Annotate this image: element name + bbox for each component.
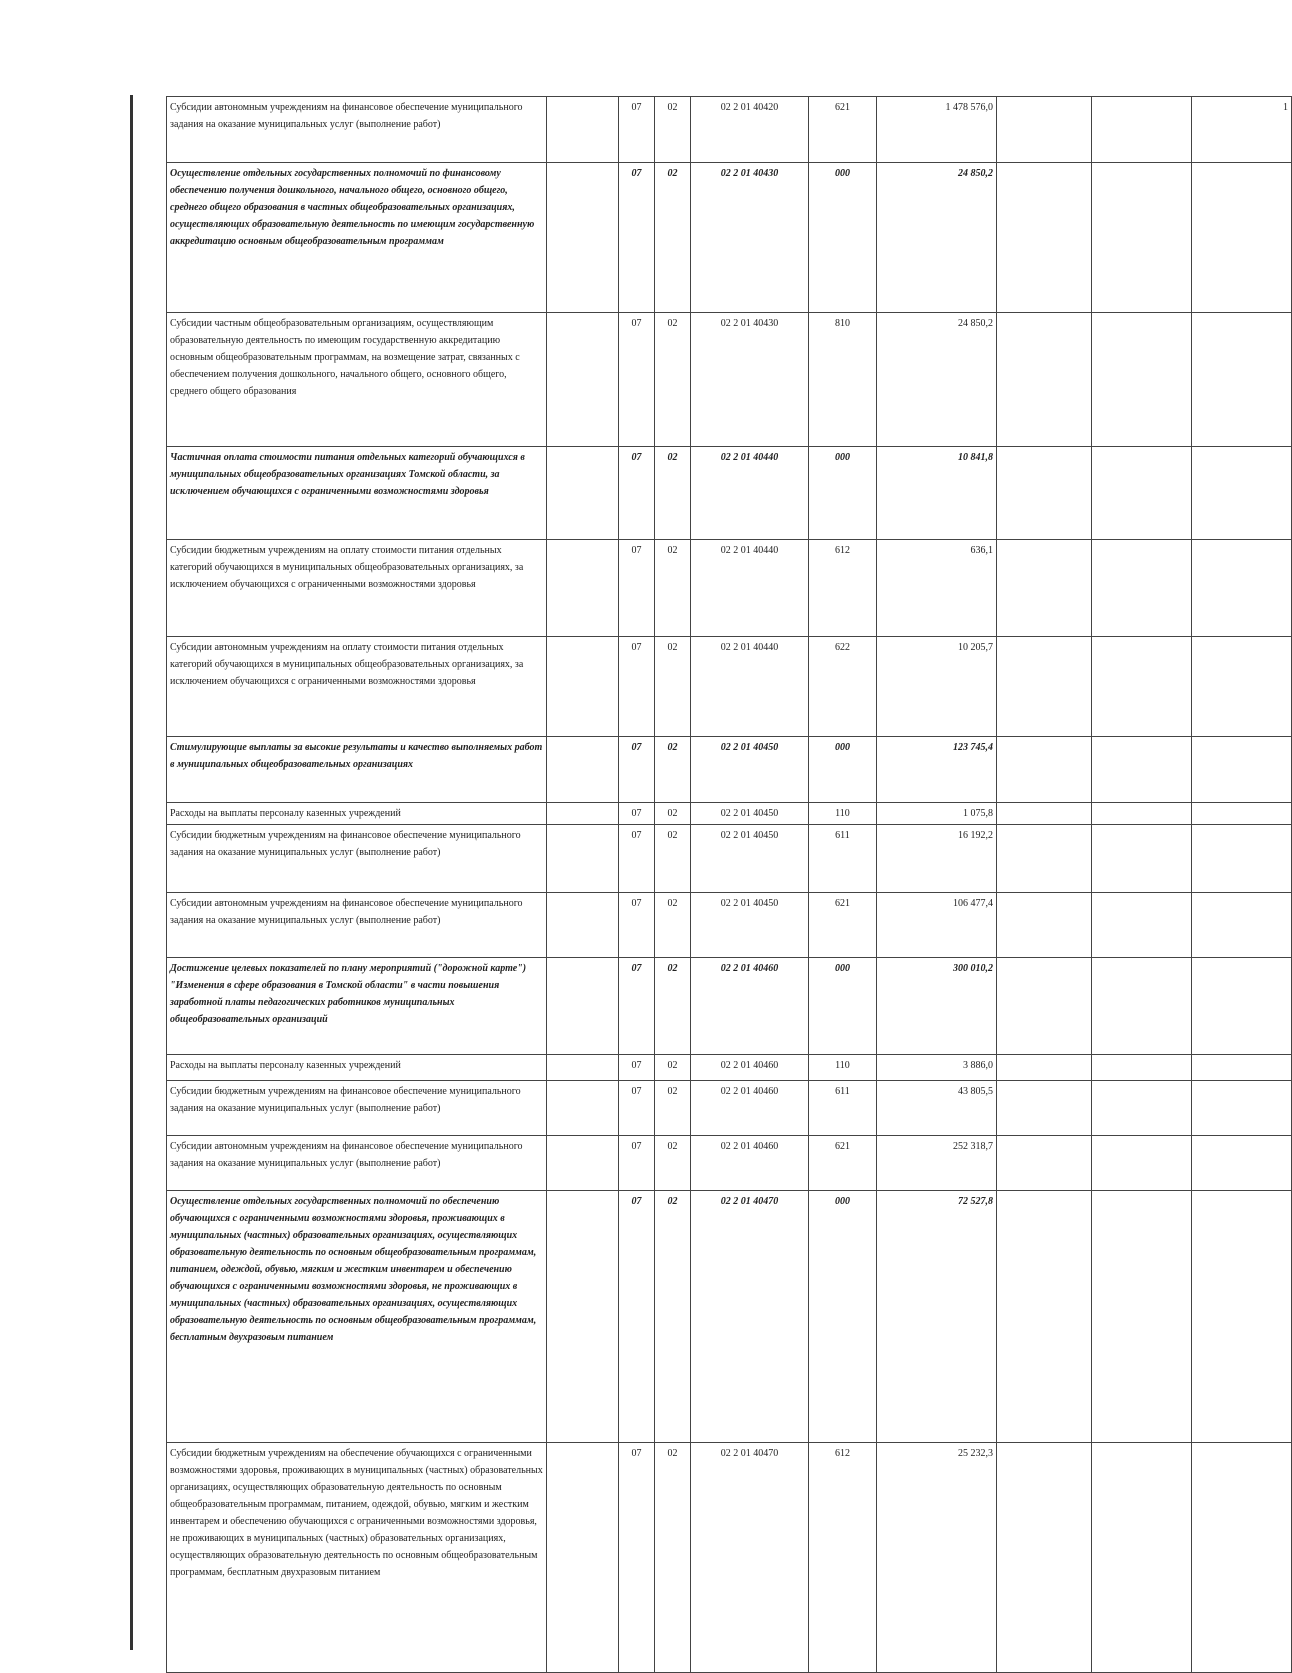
row-section-code: 07 <box>619 540 655 637</box>
empty-cell <box>1092 1136 1192 1191</box>
row-subsection-code: 02 <box>655 1191 691 1443</box>
table-row <box>167 1136 1292 1191</box>
row-expense-type: 621 <box>809 97 877 163</box>
row-description: Субсидии бюджетным учреждениям на обеспечение обучающихся с ограниченными возможностями здоровья, проживающих в муниципальных (частных) образовательных организациях, осуществляющих образовательную деятельность по основным общеобразовательным программам, питанием, одеждой, обувью, мягким и жестким инвентарем и обеспечению обучающихся с ограниченными возможностями здоровья, не проживающих в муниципальных (частных) образовательных организациях, осуществляющих образовательную деятельность по основным общеобразовательным программам, бесплатным двухразовым питанием <box>167 1443 547 1673</box>
row-section-code: 07 <box>619 1191 655 1443</box>
row-section-code: 07 <box>619 97 655 163</box>
row-subsection-code: 02 <box>655 1443 691 1673</box>
table-row <box>167 893 1292 958</box>
row-amount: 252 318,7 <box>877 1136 997 1191</box>
table-row <box>167 803 1292 825</box>
row-section-code: 07 <box>619 1055 655 1081</box>
row-section-code: 07 <box>619 1136 655 1191</box>
row-subsection-code: 02 <box>655 893 691 958</box>
row-next-column-value <box>1192 447 1292 540</box>
empty-cell <box>547 313 619 447</box>
empty-cell <box>547 97 619 163</box>
empty-cell <box>1092 803 1192 825</box>
row-amount: 16 192,2 <box>877 825 997 893</box>
row-expense-type: 000 <box>809 447 877 540</box>
row-next-column-value <box>1192 893 1292 958</box>
row-target-code: 02 2 01 40440 <box>691 447 809 540</box>
table-row <box>167 447 1292 540</box>
row-amount: 10 841,8 <box>877 447 997 540</box>
left-margin-rule <box>130 95 133 1650</box>
row-amount: 43 805,5 <box>877 1081 997 1136</box>
empty-cell <box>997 1191 1092 1443</box>
empty-cell <box>547 803 619 825</box>
empty-cell <box>997 1443 1092 1673</box>
table-row <box>167 313 1292 447</box>
empty-cell <box>997 1081 1092 1136</box>
empty-cell <box>1092 313 1192 447</box>
row-description: Расходы на выплаты персоналу казенных учреждений <box>167 1055 547 1081</box>
row-description: Субсидии автономным учреждениям на оплату стоимости питания отдельных категорий обучающихся в муниципальных общеобразовательных организациях, за исключением обучающихся с ограниченными возможностями здоровья <box>167 637 547 737</box>
row-next-column-value <box>1192 637 1292 737</box>
row-next-column-value <box>1192 1081 1292 1136</box>
row-description: Субсидии автономным учреждениям на финансовое обеспечение муниципального задания на оказание муниципальных услуг (выполнение работ) <box>167 1136 547 1191</box>
budget-table-body <box>167 97 1292 1673</box>
row-amount: 300 010,2 <box>877 958 997 1055</box>
row-description: Субсидии частным общеобразовательным организациям, осуществляющим образовательную деятельность по имеющим государственную аккредитацию основным общеобразовательным программам, на возмещение затрат, связанных с обеспечением получения дошкольного, начального общего, основного общего, среднего общего образования <box>167 313 547 447</box>
empty-cell <box>547 447 619 540</box>
empty-cell <box>1092 1443 1192 1673</box>
table-row <box>167 540 1292 637</box>
empty-cell <box>1092 447 1192 540</box>
row-target-code: 02 2 01 40460 <box>691 1055 809 1081</box>
row-description: Субсидии бюджетным учреждениям на финансовое обеспечение муниципального задания на оказание муниципальных услуг (выполнение работ) <box>167 825 547 893</box>
row-subsection-code: 02 <box>655 447 691 540</box>
row-section-code: 07 <box>619 893 655 958</box>
row-expense-type: 621 <box>809 1136 877 1191</box>
row-next-column-value <box>1192 958 1292 1055</box>
row-description: Частичная оплата стоимости питания отдельных категорий обучающихся в муниципальных общеобразовательных организациях Томской области, за исключением обучающихся с ограниченными возможностями здоровья <box>167 447 547 540</box>
empty-cell <box>1092 1055 1192 1081</box>
empty-cell <box>997 737 1092 803</box>
empty-cell <box>547 1136 619 1191</box>
row-next-column-value <box>1192 737 1292 803</box>
row-amount: 1 075,8 <box>877 803 997 825</box>
row-target-code: 02 2 01 40460 <box>691 1081 809 1136</box>
row-amount: 10 205,7 <box>877 637 997 737</box>
table-row <box>167 97 1292 163</box>
row-amount: 1 478 576,0 <box>877 97 997 163</box>
row-target-code: 02 2 01 40470 <box>691 1443 809 1673</box>
empty-cell <box>997 97 1092 163</box>
budget-table <box>166 96 1292 1673</box>
row-expense-type: 612 <box>809 540 877 637</box>
row-expense-type: 000 <box>809 1191 877 1443</box>
row-amount: 24 850,2 <box>877 163 997 313</box>
empty-cell <box>547 825 619 893</box>
empty-cell <box>997 637 1092 737</box>
empty-cell <box>547 958 619 1055</box>
empty-cell <box>997 163 1092 313</box>
empty-cell <box>547 1055 619 1081</box>
table-row <box>167 163 1292 313</box>
row-target-code: 02 2 01 40460 <box>691 1136 809 1191</box>
row-next-column-value <box>1192 1191 1292 1443</box>
row-expense-type: 110 <box>809 1055 877 1081</box>
row-description: Субсидии автономным учреждениям на финансовое обеспечение муниципального задания на оказание муниципальных услуг (выполнение работ) <box>167 97 547 163</box>
row-section-code: 07 <box>619 163 655 313</box>
row-target-code: 02 2 01 40470 <box>691 1191 809 1443</box>
empty-cell <box>547 163 619 313</box>
table-row <box>167 825 1292 893</box>
empty-cell <box>1092 737 1192 803</box>
row-next-column-value <box>1192 803 1292 825</box>
empty-cell <box>1092 540 1192 637</box>
row-target-code: 02 2 01 40430 <box>691 313 809 447</box>
row-section-code: 07 <box>619 1081 655 1136</box>
empty-cell <box>547 737 619 803</box>
row-target-code: 02 2 01 40460 <box>691 958 809 1055</box>
row-amount: 636,1 <box>877 540 997 637</box>
row-target-code: 02 2 01 40450 <box>691 737 809 803</box>
row-expense-type: 000 <box>809 958 877 1055</box>
row-section-code: 07 <box>619 447 655 540</box>
row-description: Расходы на выплаты персоналу казенных учреждений <box>167 803 547 825</box>
empty-cell <box>997 893 1092 958</box>
empty-cell <box>997 1055 1092 1081</box>
row-expense-type: 810 <box>809 313 877 447</box>
row-subsection-code: 02 <box>655 737 691 803</box>
row-target-code: 02 2 01 40450 <box>691 825 809 893</box>
empty-cell <box>1092 825 1192 893</box>
table-row <box>167 637 1292 737</box>
row-amount: 3 886,0 <box>877 1055 997 1081</box>
row-description: Осуществление отдельных государственных полномочий по обеспечению обучающихся с ограниченными возможностями здоровья, проживающих в муниципальных (частных) образовательных организациях, осуществляющих образовательную деятельность по основным общеобразовательным программам, питанием, одеждой, обувью, мягким и жестким инвентарем и обеспечению обучающихся с ограниченными возможностями здоровья, не проживающих в муниципальных (частных) образовательных организациях, осуществляющих образовательную деятельность по основным общеобразовательным программам, бесплатным двухразовым питанием <box>167 1191 547 1443</box>
row-amount: 24 850,2 <box>877 313 997 447</box>
table-row <box>167 1191 1292 1443</box>
row-amount: 123 745,4 <box>877 737 997 803</box>
row-next-column-value <box>1192 1443 1292 1673</box>
empty-cell <box>1092 637 1192 737</box>
table-row <box>167 1055 1292 1081</box>
row-next-column-value <box>1192 1055 1292 1081</box>
table-row <box>167 1081 1292 1136</box>
row-description: Стимулирующие выплаты за высокие результаты и качество выполняемых работ в муниципальных общеобразовательных организациях <box>167 737 547 803</box>
table-row <box>167 958 1292 1055</box>
empty-cell <box>1092 958 1192 1055</box>
row-section-code: 07 <box>619 825 655 893</box>
empty-cell <box>547 637 619 737</box>
empty-cell <box>997 540 1092 637</box>
empty-cell <box>1092 1191 1192 1443</box>
empty-cell <box>547 1191 619 1443</box>
row-expense-type: 612 <box>809 1443 877 1673</box>
row-description: Субсидии автономным учреждениям на финансовое обеспечение муниципального задания на оказание муниципальных услуг (выполнение работ) <box>167 893 547 958</box>
row-next-column-value <box>1192 540 1292 637</box>
empty-cell <box>1092 97 1192 163</box>
row-expense-type: 611 <box>809 1081 877 1136</box>
row-section-code: 07 <box>619 803 655 825</box>
empty-cell <box>997 803 1092 825</box>
row-expense-type: 621 <box>809 893 877 958</box>
row-section-code: 07 <box>619 1443 655 1673</box>
row-section-code: 07 <box>619 313 655 447</box>
row-subsection-code: 02 <box>655 958 691 1055</box>
row-subsection-code: 02 <box>655 163 691 313</box>
empty-cell <box>997 1136 1092 1191</box>
row-section-code: 07 <box>619 737 655 803</box>
empty-cell <box>997 447 1092 540</box>
row-description: Субсидии бюджетным учреждениям на финансовое обеспечение муниципального задания на оказание муниципальных услуг (выполнение работ) <box>167 1081 547 1136</box>
row-amount: 72 527,8 <box>877 1191 997 1443</box>
row-next-column-value: 1 <box>1192 97 1292 163</box>
row-expense-type: 000 <box>809 737 877 803</box>
empty-cell <box>997 313 1092 447</box>
row-subsection-code: 02 <box>655 1055 691 1081</box>
row-description: Субсидии бюджетным учреждениям на оплату стоимости питания отдельных категорий обучающихся в муниципальных общеобразовательных организациях, за исключением обучающихся с ограниченными возможностями здоровья <box>167 540 547 637</box>
row-subsection-code: 02 <box>655 1081 691 1136</box>
row-amount: 106 477,4 <box>877 893 997 958</box>
row-next-column-value <box>1192 825 1292 893</box>
empty-cell <box>547 893 619 958</box>
row-target-code: 02 2 01 40450 <box>691 893 809 958</box>
row-expense-type: 110 <box>809 803 877 825</box>
row-subsection-code: 02 <box>655 637 691 737</box>
empty-cell <box>997 825 1092 893</box>
row-next-column-value <box>1192 313 1292 447</box>
row-next-column-value <box>1192 163 1292 313</box>
row-expense-type: 622 <box>809 637 877 737</box>
row-section-code: 07 <box>619 958 655 1055</box>
empty-cell <box>1092 1081 1192 1136</box>
row-next-column-value <box>1192 1136 1292 1191</box>
empty-cell <box>547 1443 619 1673</box>
empty-cell <box>997 958 1092 1055</box>
empty-cell <box>547 540 619 637</box>
row-description: Достижение целевых показателей по плану мероприятий ("дорожной карте") "Изменения в сфере образования в Томской области" в части повышения заработной платы педагогических работников муниципальных общеобразовательных организаций <box>167 958 547 1055</box>
row-target-code: 02 2 01 40420 <box>691 97 809 163</box>
empty-cell <box>1092 163 1192 313</box>
empty-cell <box>547 1081 619 1136</box>
row-amount: 25 232,3 <box>877 1443 997 1673</box>
row-target-code: 02 2 01 40440 <box>691 540 809 637</box>
row-subsection-code: 02 <box>655 1136 691 1191</box>
row-subsection-code: 02 <box>655 313 691 447</box>
row-target-code: 02 2 01 40430 <box>691 163 809 313</box>
row-subsection-code: 02 <box>655 803 691 825</box>
table-row <box>167 737 1292 803</box>
row-subsection-code: 02 <box>655 825 691 893</box>
row-expense-type: 611 <box>809 825 877 893</box>
row-subsection-code: 02 <box>655 97 691 163</box>
row-target-code: 02 2 01 40450 <box>691 803 809 825</box>
row-target-code: 02 2 01 40440 <box>691 637 809 737</box>
row-section-code: 07 <box>619 637 655 737</box>
empty-cell <box>1092 893 1192 958</box>
row-description: Осуществление отдельных государственных полномочий по финансовому обеспечению получения дошкольного, начального общего, основного общего, среднего общего образования в частных общеобразовательных организациях, осуществляющих образовательную деятельность по имеющим государственную аккредитацию основным общеобразовательным программам <box>167 163 547 313</box>
row-expense-type: 000 <box>809 163 877 313</box>
row-subsection-code: 02 <box>655 540 691 637</box>
table-row <box>167 1443 1292 1673</box>
